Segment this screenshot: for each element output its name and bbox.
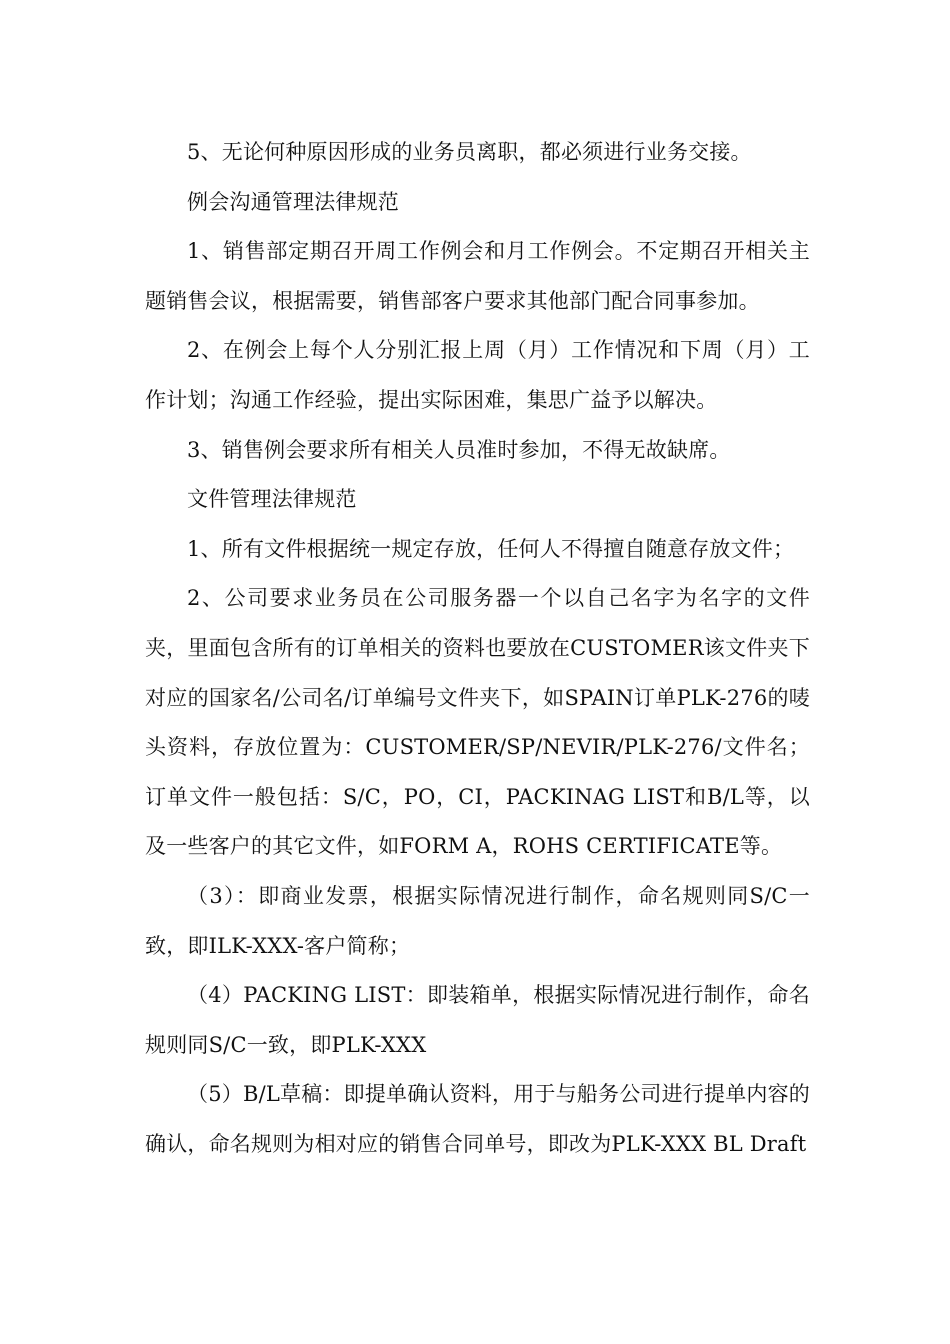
paragraph-weekly-monthly-meetings: 1、销售部定期召开周工作例会和月工作例会。不定期召开相关主题销售会议，根据需要，销售部客户要求其他部门配合同事参加。	[145, 239, 810, 313]
section-heading-meeting-communication: 例会沟通管理法律规范	[187, 189, 399, 214]
paragraph-commercial-invoice: （3）：即商业发票，根据实际情况进行制作，命名规则同S/C一致，即ILK-XXX-客户简称；	[145, 883, 810, 958]
paragraph-meeting-attendance: 3、销售例会要求所有相关人员准时参加，不得无故缺席。	[187, 437, 731, 462]
paragraph-file-storage-rule: 1、所有文件根据统一规定存放，任何人不得擅自随意存放文件；	[187, 536, 795, 561]
document-body	[145, 128, 810, 1169]
paragraph-meeting-reports: 2、在例会上每个人分别汇报上周（月）工作情况和下周（月）工作计划；沟通工作经验，提出实际困难，集思广益予以解决。	[145, 338, 810, 412]
paragraph-packing-list: （4）PACKING LIST：即装箱单，根据实际情况进行制作，命名规则同S/C一致，即PLK-XXX	[145, 983, 810, 1057]
paragraph-server-folder-rule: 2、公司要求业务员在公司服务器一个以自己名字为名字的文件夹，里面包含所有的订单相关的资料也要放在CUSTOMER该文件夹下对应的国家名/公司名/订单编号文件夹下，如SPAIN订单PLK-276的唛头资料，存放位置为：CUSTOMER/SP/NEVIR/PLK-276/文件名；订单文件一般包括：S/C，PO，CI，PACKINAG LIST和B/L等，以及一些客户的其它文件，如FORM A，ROHS CERTIFICATE等。	[145, 586, 810, 859]
section-heading-file-management: 文件管理法律规范	[187, 487, 357, 512]
paragraph-bl-draft: （5）B/L草稿：即提单确认资料，用于与船务公司进行提单内容的确认，命名规则为相对应的销售合同单号，即改为PLK-XXX BL Draft	[145, 1082, 811, 1156]
paragraph-resignation-handover: 5、无论何种原因形成的业务员离职，都必须进行业务交接。	[187, 140, 752, 164]
